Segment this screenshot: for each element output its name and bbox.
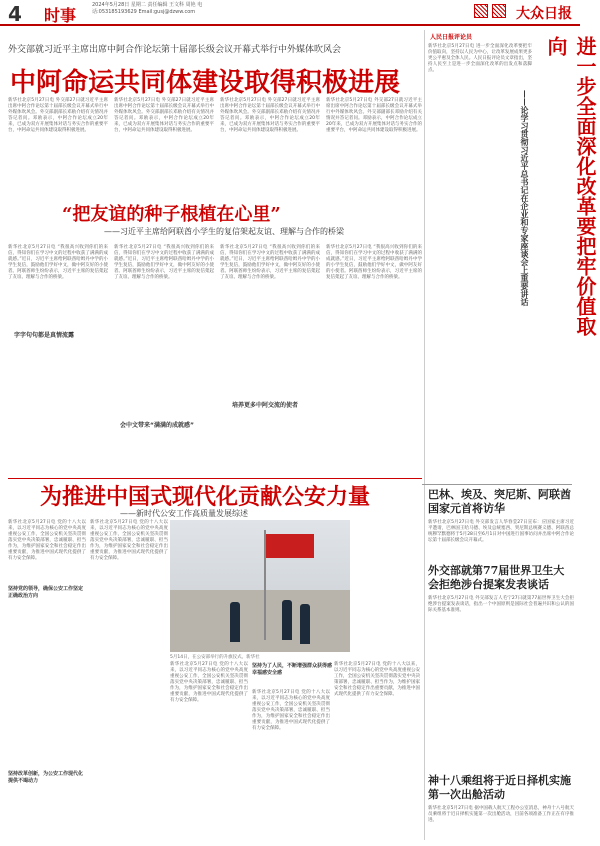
building-wall	[170, 590, 350, 652]
police-subheadline: ——新时代公安工作高质量发展综述	[120, 509, 248, 518]
qr-icon	[474, 4, 488, 18]
article-body: 新华社北京5月27日电 外交部发言人华春莹27日宣布：应国家主席习近平邀请，巴林国王哈马德、埃及总统塞西、突尼斯总统赛义德、阿联酋总统穆罕默德将于5月28日至6月1日对中国进行国事访问并出席中阿合作论坛第十届部长级会议开幕式。	[428, 520, 574, 543]
photo-caption: 5月14日，在公安部举行的升旗仪式。新华社	[170, 655, 260, 660]
article-body: 新华社北京5月27日电 党的十八大以来，以习近平同志为核心的党中央高度重视公安工作，全国公安机关坚决贯彻落实党中央决策部署，忠诚履职、担当作为，为维护国家安全和社会稳定作出重要贡献，为推进中国式现代化提供了有力安全保障。	[252, 690, 330, 731]
officer-figure	[282, 600, 292, 640]
article-body: 新华社北京5月27日电 外交部27日就习近平主席出席中阿合作论坛第十届部长级会议开幕式举行中外媒体吹风会。外交部副部长邓励介绍有关情况并答记者问。邓励表示，中阿合作论坛成立20年来，已成为双方开展集体对话与务实合作的重要平台，中阿命运共同体建设取得积极进展。	[326, 98, 422, 133]
section-title: 时事	[44, 6, 77, 25]
officer-figure	[300, 604, 310, 644]
section-heading: 坚持党的领导，确保公安工作坚定正确政治方向	[8, 586, 84, 599]
right-subheadline: ——论学习贯彻习近平总书记在企业和专家座谈会上重要讲话	[520, 90, 530, 306]
page-meta: 2024年5月28日 星期二 责任编辑 王文科 周艳 电话:053185193629 Email:gusj@dzww.com	[92, 2, 203, 15]
vertical-divider	[424, 30, 425, 840]
national-flag	[266, 534, 314, 558]
mid-headline: “把友谊的种子根植在心里”	[62, 204, 281, 225]
article-body: 新华社北京5月27日电 外交部27日就习近平主席出席中阿合作论坛第十届部长级会议开幕式举行中外媒体吹风会。外交部副部长邓励介绍有关情况并答记者问。邓励表示，中阿合作论坛成立20年来，已成为双方开展集体对话与务实合作的重要平台，中阿命运共同体建设取得积极进展。	[8, 98, 108, 133]
article-body: 新华社北京5月27日电 “我很高兴收到你们的来信，得知你们在学习中文的过程中收获了满满的成就感。”近日，习近平主席给阿联酋哈姆丹中学的小学生复信，鼓励他们学好中文，做中阿友好的小使者。阿联酋师生纷纷表示，习近平主席的复信架起了友谊、理解与合作的桥梁。	[8, 245, 108, 280]
article-body: 新华社北京5月27日电 “我很高兴收到你们的来信，得知你们在学习中文的过程中收获了满满的成就感。”近日，习近平主席给阿联酋哈姆丹中学的小学生复信，鼓励他们学好中文，做中阿友好的小使者。阿联酋师生纷纷表示，习近平主席的复信架起了友谊、理解与合作的桥梁。	[220, 245, 320, 280]
article-body: 新华社北京5月27日电 外交部发言人毛宁27日就第77届世界卫生大会拒绝涉台提案发表谈话，指出一个中国原则是国际社会普遍共识和公认的国际关系基本准则。	[428, 596, 574, 613]
article-body: 新华社北京5月27日电 据中国载人航天工程办公室消息，神舟十八号航天员乘组将于近日择机实施第一次出舱活动，目前各项准备工作正在有序推进。	[428, 806, 574, 823]
article-body: 新华社北京5月27日电 “我很高兴收到你们的来信，得知你们在学习中文的过程中收获了满满的成就感。”近日，习近平主席给阿联酋哈姆丹中学的小学生复信，鼓励他们学好中文，做中阿友好的小使者。阿联酋师生纷纷表示，习近平主席的复信架起了友谊、理解与合作的桥梁。	[114, 245, 214, 280]
page-number: 4	[8, 2, 22, 26]
article-body: 新华社北京5月27日电 “我很高兴收到你们的来信，得知你们在学习中文的过程中收获了满满的成就感。”近日，习近平主席给阿联酋哈姆丹中学的小学生复信，鼓励他们学好中文，做中阿友好的小使者。阿联酋师生纷纷表示，习近平主席的复信架起了友谊、理解与合作的桥梁。	[326, 245, 422, 280]
right-headline: 进一步全面深化改革要把牢价值取向	[544, 36, 597, 336]
article-body: 新华社北京5月27日电 党的十八大以来，以习近平同志为核心的党中央高度重视公安工作，全国公安机关坚决贯彻落实党中央决策部署，忠诚履职、担当作为，为维护国家安全和社会稳定作出重要贡献，为推进中国式现代化提供了有力安全保障。	[334, 662, 420, 697]
divider	[422, 484, 572, 485]
article-body: 新华社北京5月27日电 党的十八大以来，以习近平同志为核心的党中央高度重视公安工作，全国公安机关坚决贯彻落实党中央决策部署，忠诚履职、担当作为，为维护国家安全和社会稳定作出重要贡献，为推进中国式现代化提供了有力安全保障。	[170, 662, 248, 703]
section-heading: 坚持改革创新，为公安工作现代化提供不竭动力	[8, 771, 84, 784]
mid-subheadline: ——习近平主席给阿联酋小学生的复信架起友谊、理解与合作的桥梁	[104, 227, 344, 236]
article-body: 新华社北京5月27日电 党的十八大以来，以习近平同志为核心的党中央高度重视公安工作，全国公安机关坚决贯彻落实党中央决策部署，忠诚履职、担当作为，为维护国家安全和社会稳定作出重要贡献，为推进中国式现代化提供了有力安全保障。	[90, 520, 168, 561]
flag-raising-photo	[170, 520, 350, 652]
qr-icon	[492, 4, 506, 18]
top-headline: 中阿命运共同体建设取得积极进展	[10, 68, 401, 98]
section-heading: 会中文带来“满满的成就感”	[120, 422, 194, 429]
shenzhou-headline: 神十八乘组将于近日择机实施第一次出舱活动	[428, 774, 571, 801]
article-body: 新华社北京5月27日电 党的十八大以来，以习近平同志为核心的党中央高度重视公安工作，全国公安机关坚决贯彻落实党中央决策部署，忠诚履职、担当作为，为维护国家安全和社会稳定作出重要贡献，为推进中国式现代化提供了有力安全保障。	[8, 520, 86, 561]
article-body: 新华社北京5月27日电 外交部27日就习近平主席出席中阿合作论坛第十届部长级会议开幕式举行中外媒体吹风会。外交部副部长邓励介绍有关情况并答记者问。邓励表示，中阿合作论坛成立20年来，已成为双方开展集体对话与务实合作的重要平台，中阿命运共同体建设取得积极进展。	[220, 98, 320, 133]
divider	[8, 478, 422, 479]
police-headline: 为推进中国式现代化贡献公安力量	[40, 484, 371, 510]
masthead	[0, 0, 580, 26]
article-body: 新华社北京5月27日电 进一步全面深化改革要把牢价值取向，坚持以人民为中心，让改革发展成果更多更公平惠及全体人民。人民日报评论员文章指出，坚持人民至上是进一步全面深化改革的出发点和落脚点。	[428, 44, 532, 73]
article-body: 新华社北京5月27日电 外交部27日就习近平主席出席中阿合作论坛第十届部长级会议开幕式举行中外媒体吹风会。外交部副部长邓励介绍有关情况并答记者问。邓励表示，中阿合作论坛成立20年来，已成为双方开展集体对话与务实合作的重要平台，中阿命运共同体建设取得积极进展。	[114, 98, 214, 133]
officer-figure	[230, 602, 240, 642]
newspaper-logo: 大众日报	[516, 6, 572, 22]
commentary-label: 人民日报评论员	[430, 34, 473, 41]
wha-headline: 外交部就第77届世界卫生大会拒绝涉台提案发表谈话	[428, 564, 565, 591]
section-heading: 培养更多中阿交流的使者	[232, 402, 299, 409]
section-heading: 坚持为了人民，不断增强群众获得感幸福感安全感	[252, 663, 333, 676]
visit-headline: 巴林、埃及、突尼斯、阿联酋国家元首将访华	[428, 488, 571, 515]
section-heading: 字字句句都是真情流露	[14, 332, 75, 339]
top-kicker: 外交部就习近平主席出席中阿合作论坛第十届部长级会议开幕式举行中外媒体吹风会	[8, 45, 342, 55]
